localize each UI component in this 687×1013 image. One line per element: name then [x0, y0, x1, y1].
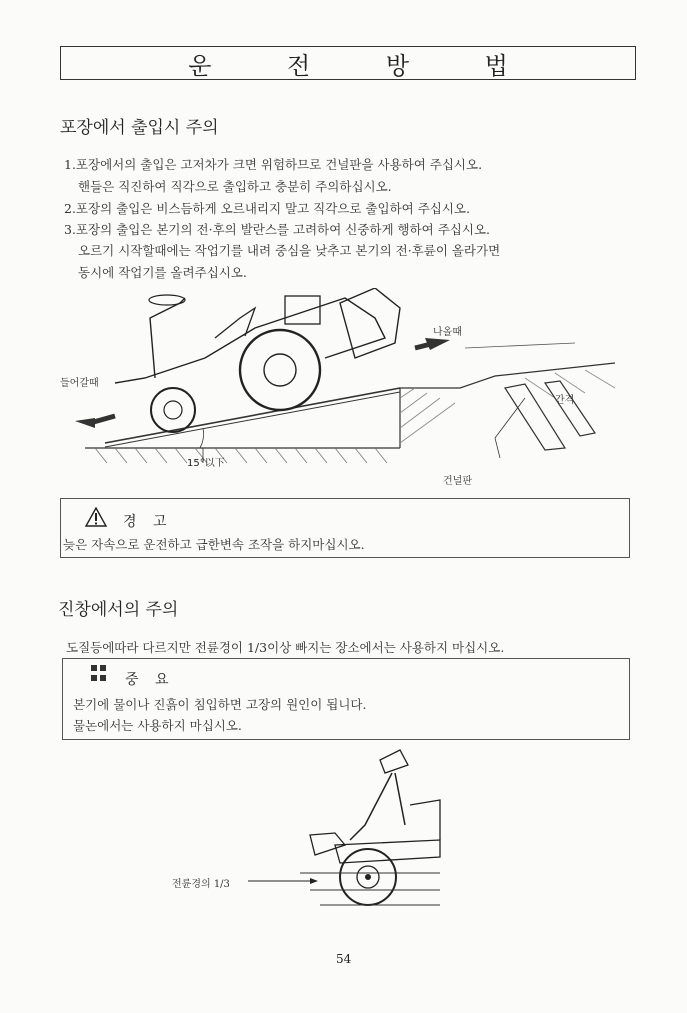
text-line: 핸들은 직진하여 직각으로 출입하고 충분히 주의하십시오.: [78, 179, 392, 194]
label-spacing: 간격: [555, 395, 575, 406]
text-line: 1.포장에서의 출입은 고저차가 크면 위험하므로 건널판을 사용하여 주십시오.: [64, 157, 483, 172]
important-box: [62, 658, 630, 740]
warning-text: 늦은 자속으로 운전하고 급한변속 조작을 하지마십시오.: [63, 537, 365, 552]
figure2-label: 전륜경의 1/3: [172, 879, 230, 890]
important-squares-icon: [91, 665, 109, 683]
label-board: 건널판: [443, 476, 472, 487]
important-line: 물논에서는 사용하지 마십시오.: [73, 718, 242, 733]
page-title: 운 전 방 법: [188, 51, 542, 80]
label-exit: 나올때: [433, 327, 462, 338]
text-line: 2.포장의 출입은 비스듬하게 오르내리지 말고 직각으로 출입하여 주십시오.: [64, 201, 470, 216]
section-heading-mud: 진창에서의 주의: [58, 600, 179, 620]
page-number: 54: [336, 952, 352, 966]
important-line: 본기에 물이나 진흙이 침입하면 고장의 원인이 됩니다.: [73, 697, 367, 712]
text-line: 도질등에따라 다르지만 전륜경이 1/3이상 빠지는 장소에서는 사용하지 마십시오.: [66, 640, 505, 655]
text-line: 오르기 시작할때에는 작업기를 내려 중심을 낮추고 본기의 전·후륜이 올라가면: [78, 243, 501, 258]
warning-title: 경 고: [123, 514, 173, 530]
text-line: 동시에 작업기를 올려주십시오.: [78, 265, 247, 280]
text-line: 3.포장의 출입은 본기의 전·후의 발란스를 고려하여 신중하게 행하여 주십시오.: [64, 222, 490, 237]
page-title-box: [60, 46, 636, 80]
warning-box: [60, 498, 630, 558]
section-heading-field-entry: 포장에서 출입시 주의: [60, 118, 219, 138]
label-enter: 들어갈때: [60, 378, 99, 389]
ramp-tractor-figure: [55, 288, 635, 488]
label-angle: 15°以下: [187, 458, 225, 469]
warning-triangle-icon: [85, 507, 107, 527]
important-title: 중 요: [125, 672, 175, 688]
